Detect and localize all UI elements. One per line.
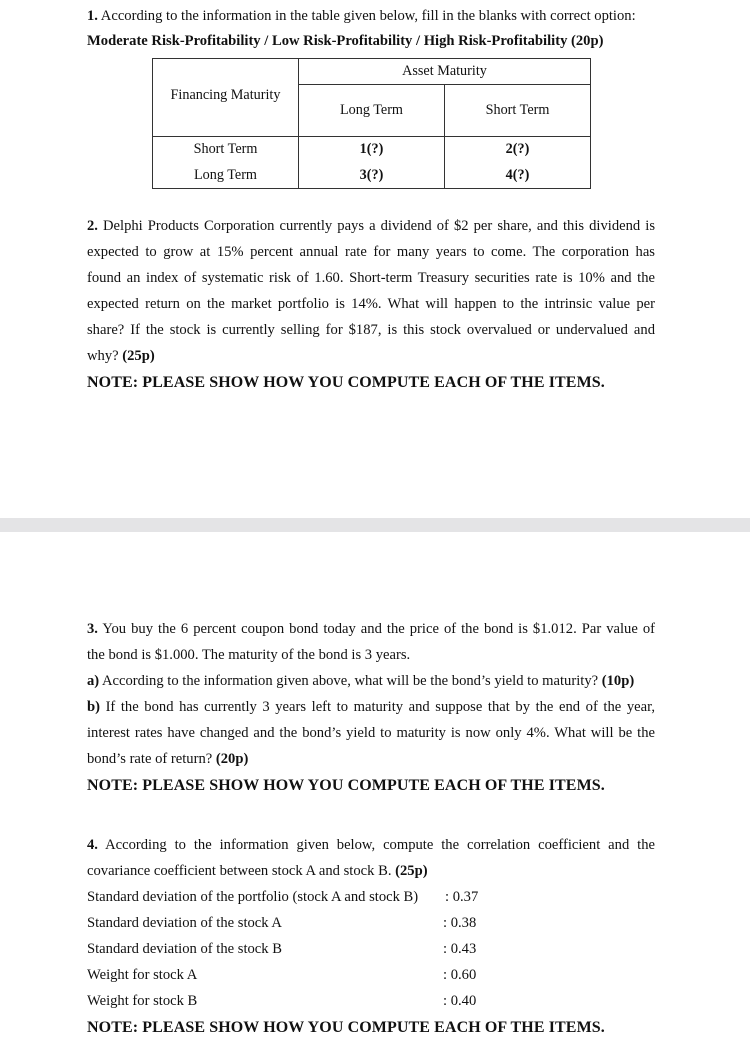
q2-line-1-text: Delphi Products Corporation currently pays a dividend of $2 per share, and this dividend is (97, 218, 655, 234)
q1-options: Moderate Risk-Profitability / Low Risk-Profitability / High Risk-Profitability (20p) (87, 33, 604, 49)
q4-item-label: Standard deviation of the stock A (87, 915, 282, 931)
q3-part-a (87, 673, 634, 690)
col-header-short-term: Short Term (445, 85, 591, 137)
q3-number: 3. (87, 621, 98, 637)
col-header-long-term: Long Term (299, 85, 445, 137)
q3-line-1-text: You buy the 6 percent coupon bond today and the price of the bond is $1.012. Par value of (97, 621, 655, 637)
q3-line-1 (87, 621, 655, 638)
q2-line-6 (87, 348, 155, 365)
q3-b-line-1-text: If the bond has currently 3 years left to maturity and suppose that by the end of the year, (99, 699, 655, 715)
page-separator (0, 518, 750, 532)
q2-number: 2. (87, 218, 98, 234)
q4-item-label: Standard deviation of the portfolio (stock A and stock B) (87, 889, 419, 905)
q4-item-value: : 0.38 (443, 915, 477, 931)
q3-note: NOTE: PLEASE SHOW HOW YOU COMPUTE EACH OF THE ITEMS. (87, 777, 605, 794)
q4-line-1-text: According to the information given below, compute the correlation coefficient and the (97, 837, 655, 853)
q3-b-label: b) (87, 699, 100, 715)
cell-4: 4(?) (445, 163, 591, 189)
page-two (0, 532, 750, 1055)
q2-line-5: share? If the stock is currently selling for $187, is this stock overvalued or undervalued and (87, 322, 655, 338)
q3-a-label: a) (87, 673, 100, 689)
q4-line-2-text: covariance coefficient between stock A and stock B. (87, 863, 396, 879)
q4-line-1 (87, 837, 655, 854)
q4-points: (25p) (395, 863, 428, 879)
q4-note: NOTE: PLEASE SHOW HOW YOU COMPUTE EACH OF THE ITEMS. (87, 1019, 605, 1036)
q4-line-2 (87, 863, 428, 880)
q2-line-2: expected to grow at 15% percent annual rate for many years to come. The corporation has (87, 244, 655, 260)
q2-points: (25p) (122, 348, 155, 364)
q2-line-1 (87, 218, 655, 235)
cell-2: 2(?) (445, 137, 591, 163)
row-label-long-term: Long Term (153, 163, 299, 189)
q4-number: 4. (87, 837, 98, 853)
q4-item-label: Standard deviation of the stock B (87, 941, 282, 957)
q3-part-b-line-3 (87, 751, 248, 768)
cell-3: 3(?) (299, 163, 445, 189)
q3-part-b-line-1 (87, 699, 655, 716)
q2-line-3: found an index of systematic risk of 1.60. Short-term Treasury securities rate is 10% and the (87, 270, 655, 286)
q3-b-points: (20p) (215, 751, 249, 767)
financing-maturity-header: Financing Maturity (153, 59, 299, 137)
q1-intro (87, 8, 636, 25)
q1-number: 1. (87, 8, 98, 24)
q4-item-value: : 0.40 (443, 993, 477, 1009)
q3-a-text: According to the information given above, what will be the bond’s yield to maturity? (99, 673, 602, 689)
page-one (0, 0, 750, 518)
q4-item-value: : 0.43 (443, 941, 477, 957)
row-label-short-term: Short Term (153, 137, 299, 163)
q2-line-4: expected return on the market portfolio is 14%. What will happen to the intrinsic value per (87, 296, 655, 312)
asset-maturity-header: Asset Maturity (299, 59, 591, 85)
cell-1: 1(?) (299, 137, 445, 163)
asset-maturity-table (152, 58, 591, 189)
q3-part-b-line-2: interest rates have changed and the bond’s yield to maturity is now only 4%. What will be the (87, 725, 655, 741)
q4-item-label: Weight for stock A (87, 967, 198, 983)
q4-item-value: : 0.60 (443, 967, 477, 983)
q3-b-line-3-text: bond’s rate of return? (87, 751, 216, 767)
q4-item-label: Weight for stock B (87, 993, 198, 1009)
q2-last-text: why? (87, 348, 123, 364)
q3-a-points: (10p) (601, 673, 635, 689)
q4-item-value: : 0.37 (445, 889, 479, 905)
q1-intro-text: According to the information in the table given below, fill in the blanks with correct option: (97, 8, 636, 24)
q2-note: NOTE: PLEASE SHOW HOW YOU COMPUTE EACH OF THE ITEMS. (87, 374, 605, 391)
q3-line-2: the bond is $1.000. The maturity of the bond is 3 years. (87, 647, 411, 663)
